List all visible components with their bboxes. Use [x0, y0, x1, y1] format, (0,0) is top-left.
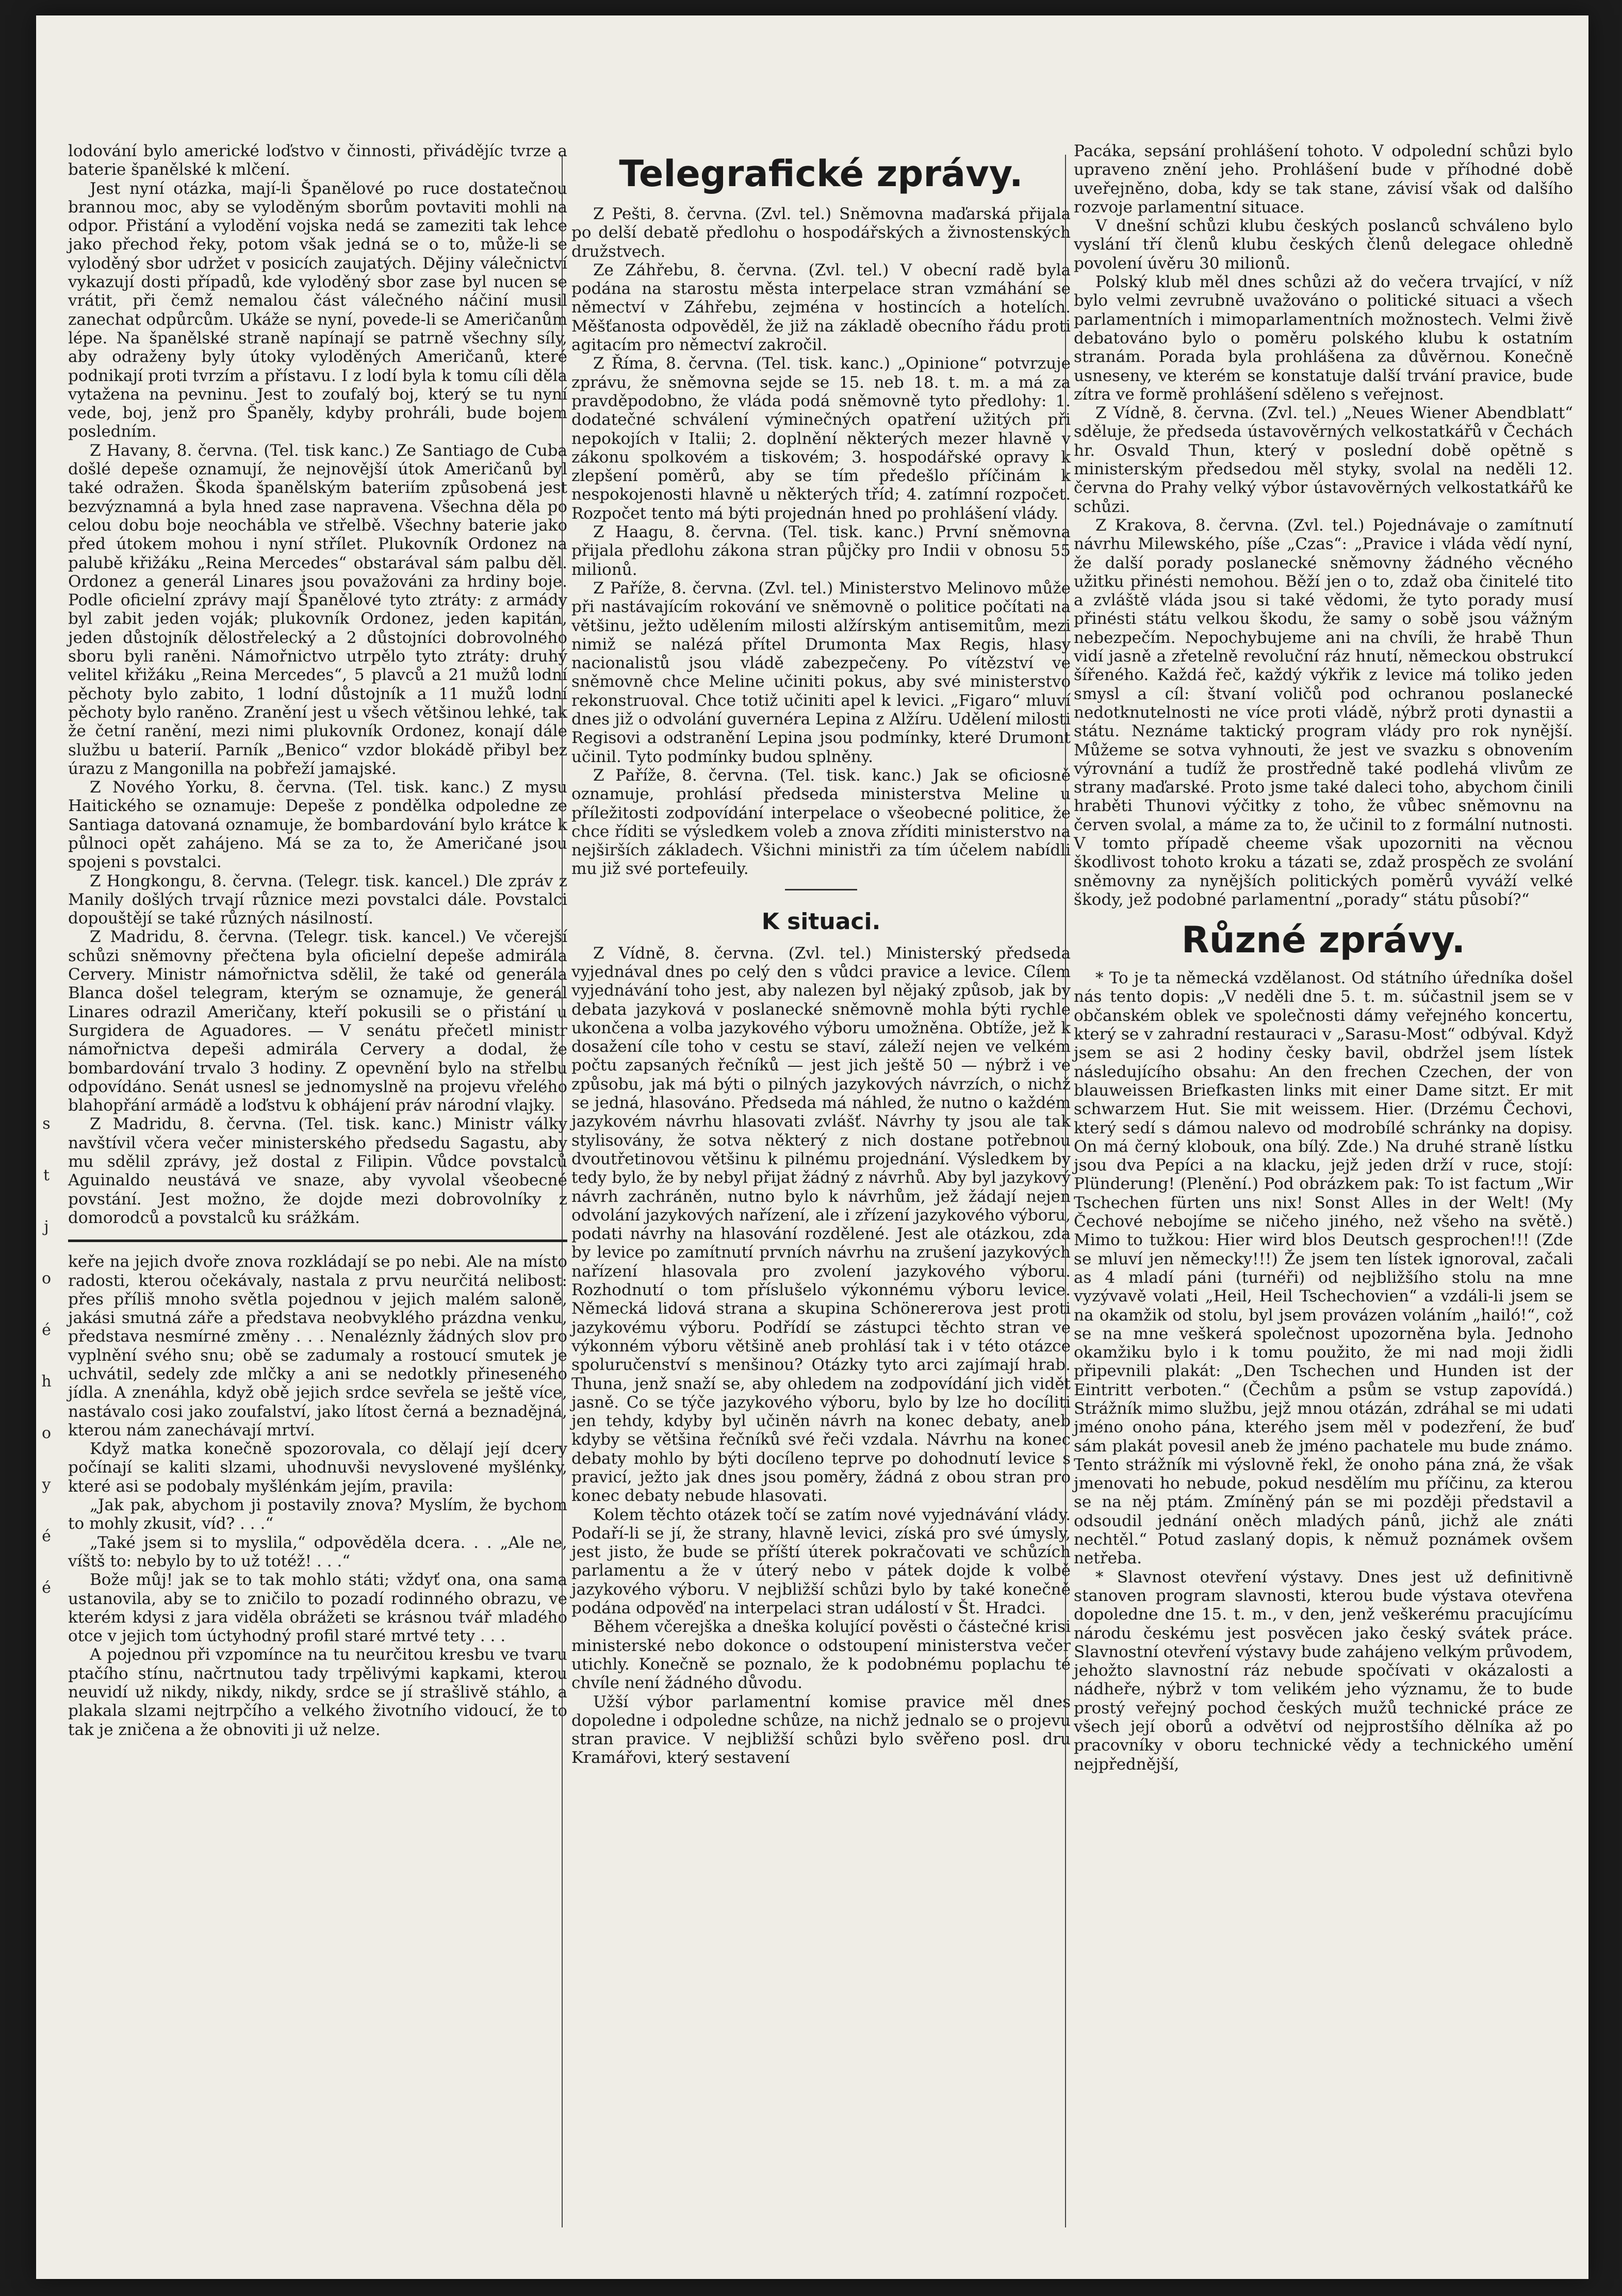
section-title-ruzne: Různé zprávy. — [1181, 919, 1466, 962]
news-item-haag: Z Haagu, 8. června. (Tel. tisk. kanc.) První sněmovna přijala předlohu zákona stran půjčky pro Indii v obnosu 55 milionů. — [571, 523, 1071, 579]
section-title-situace: K situaci. — [761, 908, 881, 935]
margin-letter: o — [41, 1424, 52, 1442]
news-item-madrid: Z Madridu, 8. června. (Telegr. tisk. kancel.) Ve včerejší schůzi sněmovny přečtena byla oficielní depeše admirála Cervery. Ministr námořnictva sdělil, že také od generála Blanca došel telegram, kterým se oznamuje, že generál Linares odrazil Američany, kteří pokusili se o přistání u Surgidera de Aguadores. — V senátu přečetl ministr námořnictva depeši admirála Cervery a dodal, že bombardování trvalo 3 hodiny. Z opevnění bylo na střelbu odpovídáno. Senát usnesl se jednomyslně na projevu vřelého blahopřání armádě a loďstvu k obhájení práv národní vlajky. — [68, 928, 567, 1115]
article-paragraph: Užší výbor parlamentní komise pravice měl dnes dopoledne i odpoledne schůze, na nichž jednalo se o projevu stran pravice. V nejbližší schůzi bylo svěřeno posl. dru Kramářovi, který sestavení — [571, 1692, 1071, 1768]
margin-letter: s — [42, 1115, 51, 1133]
feuilleton-paragraph: „Také jsem si to myslila,“ odpověděla dcera. . . „Ale ne, víštš to: nebylo by to už totéž! . . .“ — [68, 1533, 567, 1571]
news-item-vystava: * Slavnost otevření výstavy. Dnes jest už definitivně stanoven program slavnosti, kterou bude výstava otevřena dopoledne dne 15. t. m., v den, jenž veškerému pracujícímu národu českému jest posvěcen jako český svátek práce. Slavnostní otevření výstavy bude zahájeno velkým průvodem, jehožto slavnostní ráz nebude spočívati v okázalosti a nádheře, nýbrž v tom velikém jeho významu, že to bude prostý veřejný pochod českých mužů technické práce ze všech její oborů a odvětví od nejprostšího dělníka až po pracovníky v oboru technické vědy a technického umění nejpřednější, — [1074, 1567, 1573, 1774]
article-paragraph: Během včerejška a dneška kolující pověsti o částečné krisi ministerské nebo dokonce o odstoupení ministerstva večer utichly. Konečně se poznalo, že k podobnému poplachu té chvíle není žádného důvodu. — [571, 1617, 1071, 1693]
news-item-vienna: Z Vídně, 8. června. (Zvl. tel.) Ministerský předseda vyjednával dnes po celý den s vůdci pravice a levice. Cílem vyjednávání toho jest, aby nalezen byl nějaký způsob, jak by debata jazyková v poslanecké sněmovně mohla býti rychle ukončena a volba jazykového výboru umožněna. Obtíže, jež k dosažení cíle toho v cestu se staví, záleží nejen ve velkém počtu zapsaných řečníků — jest jich ještě 50 — nýbrž i ve způsobu, jak má býti o pilných jazykových návrzích, o nichž se jedná, hlasováno. Předseda má náhled, že nutno o každém jazykovém návrhu hlasovati zvlášť. Návrhy ty jsou ale tak stylisovány, že sotva některý z nich dostane potřebnou dvoutřetinovou většinu k pilnému projednání. Výsledkem by tedy bylo, že by nebyl přijat žádný z návrhů. Aby byl jazykový návrh zachráněn, nutno bylo k návrhům, jež žádají nejen odvolání jazykových nařízení, ale i zřízení jazykového výboru, podati návrhy na hlasování rozdělené. Jest ale otázkou, zda by levice po zamítnutí prvních návrhu na zrušení jazykových nařízení hlasovala pro zvolení jazykového výboru. Rozhodnutí o tom příslušelo výkonnému výboru levice. Německá lidová strana a skupina Schönererova jest proti jazykovému výboru. Podřídí se zástupci těchto stran ve výkonném výboru většině aneb prohlásí tak i v této otázce spoluručenství s menšinou? Otázky tyto arci zajímají hrab. Thuna, jenž snaží se, aby ohledem na zodpovídání jich vidět jasně. Co se týče jazykového výboru, bylo by lze ho docíliti jen tehdy, kdyby byl učiněn návrh na konec debaty, aneb kdyby se většina řečníků své řeči vzdala. Návrhu na konec debaty mohlo by býti docíleno teprve po dohodnutí levice s pravicí, ježto jak dnes jsou poměry, žádná z obou stran pro konec debaty nebude hlasovati. — [571, 944, 1071, 1506]
article-paragraph: Kolem těchto otázek točí se zatím nové vyjednávání vlády. Podaří-li se jí, že strany, hlavně levici, získá pro své úmysly, jest jisto, že bude se příští úterek pokračovati ve schůzích parlamentu a že v úterý nebo v pátek dojde k volbě jazykového výboru. V nejbližší schůzi bylo by také konečně podána odpověď na interpelaci stran událostí v Št. Hradci. — [571, 1505, 1071, 1618]
news-item-new-york: Z Nového Yorku, 8. června. (Tel. tisk. kanc.) Z mysu Haitického se oznamuje: Depeše z pondělka odpoledne ze Santiaga datovaná oznamuje, že bombardování bylo krátce k půlnoci opět zahájeno. Má se za to, že Američané jsou spojeni s povstalci. — [68, 778, 567, 872]
margin-letter: é — [42, 1321, 51, 1339]
news-item-paris-2: Z Paříže, 8. června. (Tel. tisk. kanc.) Jak se oficiosně oznamuje, prohlásí předseda ministerstva Meline u příležitosti zodpovídání interpelace o všeobecné politice, že chce říditi se výsledkem voleb a znova zříditi ministerstvo na nejširších základech. Všichni ministři za tím účelem nabídli mu již své portefeuily. — [571, 766, 1071, 879]
news-item-madrid-2: Z Madridu, 8. června. (Tel. tisk. kanc.) Ministr války navštívil včera večer ministerského předsedu Sagastu, aby mu sdělil zprávy, jež dostal z Filipin. Vůdce povstalců Aguinaldo neustává ve snaze, aby vyvolal všeobecné povstání. Jest možno, že dojde mezi dobrovolníky z domorodců a povstalců ku srážkám. — [68, 1115, 567, 1227]
margin-letter: é — [42, 1579, 51, 1597]
news-item-vzdelanost: * To je ta německá vzdělanost. Od státního úředníka došel nás tento dopis: „V neděli dne 5. t. m. súčastnil jsem se v občanském oblek ve společnosti dámy veřejného koncertu, který se v zahradní restauraci v „Sarasu-Most“ odbýval. Když jsem se asi 2 hodiny česky bavil, obdržel jsem lístek následujícího obsahu: An den frechen Czechen, der von blauweissen Briefkasten links mit einer Dame sitzt. Er mit schwarzem Hut. Sie mit weissem. Hier. (Drzému Čechovi, který sedí s dámou nalevo od modrobílé schránky na dopisy. On má černý klobouk, ona bílý. Zde.) Na druhé straně lístku jsou dva Pepíci a na klacku, jejž jeden drží v ruce, stojí: Plünderung! (Plenění.) Pod obrázkem pak: To ist factum „Wir Tschechen fürten uns nix! Sonst Alles in der Welt! (My Čechové nebojíme se ničeho jiného, než všeho na světě.) Mimo to tužkou: Hier wird blos Deutsch gesprochen!!! (Zde se mluví jen německy!!!) Že jsem ten lístek ignoroval, začali as 4 mladí páni (turnéři) od nejbližšího stolu na mne vyzývavě volati „Heil, Heil Tschechovien“ a vzdáli-li jsem se na okamžik od stolu, byl jsem provázen voláním „hailó!“, což se na mne veškerá společnost upozorněna byla. Jednoho okamžiku bylo i k tomu použito, že mi nad moji židli připevnili plakát: „Den Tschechen und Hunden ist der Eintritt verboten.“ (Čechům a psům se vstup zapovídá.) Strážník mimo službu, jejž mnou otázán, zdráhal se mi udati jméno onoho pána, kterého jsem měl v podezření, že buď sám plakát povesil aneb že jméno pachatele mu bude známo. Tento strážník mi výslovně řekl, že onoho pána zná, že však jmenovati ho nebude, pokud nesdělím mu příčinu, za kterou se na něj ptám. Zmíněný pán se mi později představil a odsoudil jednání oněch mladých pánů, jichž ale znáti nechtěl.“ Potud zaslaný dopis, k němuž poznámek ovšem netřeba. — [1074, 969, 1573, 1568]
column-middle — [571, 142, 1071, 1768]
news-item-rome: Z Říma, 8. června. (Tel. tisk. kanc.) „Opinione“ potvrzuje zprávu, že sněmovna sejde se 15. neb 18. t. m. a má za pravděpodobno, že vláda podá sněmovně tyto předlohy: 1. dodatečné schválení výminečných opatření užitých při nepokojích v Italii; 2. doplnění některých mezer hlavně v zákonu spolkovém a tiskovém; 3. hospodářské opravy k zlepšení poměrů, aby se tím předešlo příčinám k nespokojenosti hlavně u některých tříd; 4. zatímní rozpočet. Rozpočet tento má býti projednán hned po prohlášení vlády. — [571, 354, 1071, 523]
article-paragraph: Polský klub měl dnes schůzi až do večera trvající, v níž bylo velmi zevrubně uvažováno o politické situaci a všech parlamentních i mimoparlamentních možnostech. Velmi živě debatováno bylo o poměru polského klubu k ostatním stranám. Porada byla prohlášena za důvěrnou. Konečně usneseny, ve kterém se konstatuje další trvání pravice, bude zítra ve formě prohlášení sděleno s veřejnost. — [1074, 273, 1573, 404]
news-item-havana: Z Havany, 8. června. (Tel. tisk kanc.) Ze Santiago de Cuba došlé depeše oznamují, že nejnovější útok Američanů byl také odražen. Škoda španělským bateriím způsobená jest bezvýznamná a byla hned zase napravena. Všechna děla po celou dobu boje neochábla ve střelbě. Všechny baterie jako před útokem mohou i nyní střílet. Plukovník Ordonez na palubě křižáku „Reina Mercedes“ obstarával sám palbu děl. Ordonez a generál Linares jsou považováni za hrdiny boje. Podle oficielní zprávy mají Španělové tyto ztráty: z armády byl zabit jeden voják; plukovník Ordonez, jeden kapitán, jeden důstojník dělostřelecký a 2 důstojníci dobrovolného sboru byli raněni. Námořnictvo utrpělo tyto ztráty: druhý velitel křižáku „Reina Mercedes“, 5 plavců a 21 mužů lodní pěchoty bylo zabito, 1 lodní důstojník a 11 mužů lodní pěchoty bylo raněno. Zranění jest u všech většinou lehké, tak že četní ranění, mezi nimi plukovník Ordonez, konají dále službu u baterií. Parník „Benico“ vzdor blokádě přibyl bez úrazu z Mangonilla na pobřeží jamajské. — [68, 441, 567, 778]
column-left — [68, 142, 567, 1739]
margin-letter: o — [41, 1269, 52, 1287]
margin-letter: j — [44, 1218, 49, 1236]
margin-letter: h — [41, 1373, 52, 1391]
margin-letter: é — [42, 1527, 51, 1545]
feuilleton-paragraph: Bože můj! jak se to tak mohlo státi; vždyť ona, ona sama ustanovila, aby se to zničilo to pozadí rodinného obrazu, ve kterém kdysi z jara viděla obrážeti se krásnou tvář mladého otce v jejich tom úctyhodný profil staré mrtvé tety . . . — [68, 1571, 567, 1646]
news-item-krakow: Z Krakova, 8. června. (Zvl. tel.) Pojednávaje o zamítnutí návrhu Milewského, píše „Czas“: „Pravice i vláda vědí nyní, že další porady poslanecké sněmovny žádného věcného užitku přinésti nemohou. Běží jen o to, zdaž oba činitelé tito a zvláště vláda jsou si také vědomi, že tyto porady musí přinésti státu velkou škodu, že samy o sobě jsou vážným nebezpečím. Nepochybujeme ani na chvíli, že hrabě Thun vidí jasně a zřetelně revoluční ráz hnutí, německou obstrukcí šířeného. Každá řeč, každý výkřik z levice má toliko jeden smysl a cíl: štvaní voličů pod ochranou poslanecké nedotknutelnosti ne více proti vládě, nýbrž proti dynastii a státu. Neznáme taktický program vlády pro rok nynější. Můžeme se sotva vyhnouti, že jest ve svazku s obnovením výrovnání a tudíž že prostředně také podlehá vlivům ze strany maďarské. Proto jsme také daleci toho, abychom činili hraběti Thunovi výčitky z toho, že vůbec sněmovnu na červen svolal, a máme za to, že učinil to z formální nutnosti. V tomto případě cheeme však upozorniti na věcnou škodlivost tohoto kroku a tázati se, zdaž prospěch ze svolání sněmovny za nynějších politických poměrů vyváží velké škody, jež podobné parlamentní „porady“ státu působí?“ — [1074, 516, 1573, 909]
article-paragraph: Jest nyní otázka, mají-li Španělové po ruce dostatečnou brannou moc, aby se vyloděným sborům povtaviti mohli na odpor. Přistání a vylodění vojska nedá se zameziti tak lehce jako přechod řeky, potom však jedná se o to, může-li se vyloděný sbor udržet v posicích zaujatých. Dějiny válečnictví vykazují dosti případů, kde vyloděný sbor zase byl nucen se vrátit, při čemž nemalou část válečného náčiní musil zanechat odpůrcům. Ukáže se nyní, povede-li se Američanům lépe. Na španělské straně napínají se patrně všechny síly, aby odraženy byly útoky vyloděných Američanů, které podnikají proti tvrzím a přístavu. I z lodí byla k tomu cíli děla vytažena na pevninu. Jest to zoufalý boj, který se tu nyní vede, boj, jenž pro Španěly, kdyby prohráli, bude bojem posledním. — [68, 179, 567, 441]
news-item-pest: Z Pešti, 8. června. (Zvl. tel.) Sněmovna maďarská přijala po delší debatě předlohu o hospodářských a živnostenských družstvech. — [571, 205, 1071, 261]
news-item-hongkong: Z Hongkongu, 8. června. (Telegr. tisk. kancel.) Dle zpráv z Manily došlých trvají různice mezi povstalci dále. Povstalci dopouštějí se také různých násilností. — [68, 871, 567, 928]
article-paragraph: Pacáka, sepsání prohlášení tohoto. V odpolední schůzi bylo upraveno znění jeho. Prohlášení bude v příhodné době uveřejněno, doba, kdy se tak stane, závisí však od dalšího rozvoje parlamentní situace. — [1074, 142, 1573, 217]
feuilleton-paragraph: Když matka konečně spozorovala, co dělají její dcery počínají se kaliti slzami, uhodnuvši nevyslovené myšlénky, které asi se podobaly myšlénkám jejím, pravila: — [68, 1440, 567, 1496]
margin-letter: t — [43, 1166, 50, 1184]
column-right — [1074, 142, 1573, 1774]
section-title-telegrafy: Telegrafické zprávy. — [619, 153, 1023, 195]
feuilleton-paragraph: „Jak pak, abychom ji postavily znova? Myslím, že bychom to mohly zkusit, víd? . . .“ — [68, 1496, 567, 1533]
article-paragraph: lodování bylo americké loďstvo v činnosti, přivádějíc tvrze a baterie španělské k mlčení. — [68, 142, 567, 179]
news-item-vienna-3: Z Vídně, 8. června. (Zvl. tel.) „Neues Wiener Abendblatt“ sděluje, že předseda ústavověrných velkostatkářů v Čechách hr. Osvald Thun, který v poslední době opětně s ministerským předsedou měl styky, svolal na neděli 12. června do Prahy velký výbor ústavověrných velkostatkářů ke schůzi. — [1074, 404, 1573, 516]
feuilleton-divider — [68, 1240, 567, 1242]
newspaper-page — [36, 15, 1588, 2279]
news-item-zagreb: Ze Záhřebu, 8. června. (Zvl. tel.) V obecní radě byla podána na starostu města interpelace stran vzmáhání se němectví v Záhřebu, zejména v hostincích a hotelích. Měšťanosta odpověděl, že již na základě obecního řádu proti agitacím pro němectví zakročil. — [571, 260, 1071, 355]
feuilleton-paragraph: A pojednou při vzpomínce na tu neurčitou kresbu ve tvaru ptačího stínu, načrtnutou tady trpělivými kapkami, kterou neuvidí už nikdy, nikdy, nikdy, srdce se jí strašlivě stáhlo, a plakala slzami nejtrpčího a velkého životního vidoucí, že to tak je zničena a že obnoviti ji už nelze. — [68, 1645, 567, 1739]
article-paragraph: V dnešní schůzi klubu českých poslanců schváleno bylo vyslání tří členů klubu českých členů delegace ohledně povolení úvěru 30 milionů. — [1074, 217, 1573, 273]
left-margin-letters — [36, 1098, 57, 1614]
divider — [785, 889, 857, 890]
margin-letter: y — [42, 1476, 51, 1494]
feuilleton-paragraph: keře na jejich dvoře znova rozkládají se po nebi. Ale na místo radosti, kterou očekávaly, nastala z prvu neurčitá nelibost: přes příliš mnoho světla pojednou v jejich malém saloně, jakási smutná záře a představa neobvyklého prázdna venku, představa nesmírné změny . . . Nenaléznly žádných slov pro vyplnění svého snu; obě se zadumaly a rostoucí smutek je uchvátil, sedely zde mlčky a ani se nedotkly přineseného jídla. A znenáhla, když obě jejich srdce sevřela se ještě více, nastávalo cosi jako zoufalství, jako lítost černá a beznadějná, kterou nám zanechávají mrtví. — [68, 1252, 567, 1440]
news-item-paris: Z Paříže, 8. června. (Zvl. tel.) Ministerstvo Melinovo může při nastávajícím rokování ve sněmovně o politice počítati na většinu, ježto udělením milosti alžírským antisemitům, mezi nimiž se nalézá přítel Drumonta Max Regis, hlasy nacionalistů jsou vládě zabezpečeny. Po vítězství ve sněmovně chce Meline učiniti pokus, aby své ministerstvo rekonstruoval. Chce totiž učiniti apel k levici. „Figaro“ mluví dnes již o odvolání guvernéra Lepina z Alžíru. Udělení milosti Regisovi a odstranění Lepina jsou podmínky, které Drumont učinil. Tyto podmínky budou splněny. — [571, 579, 1071, 766]
